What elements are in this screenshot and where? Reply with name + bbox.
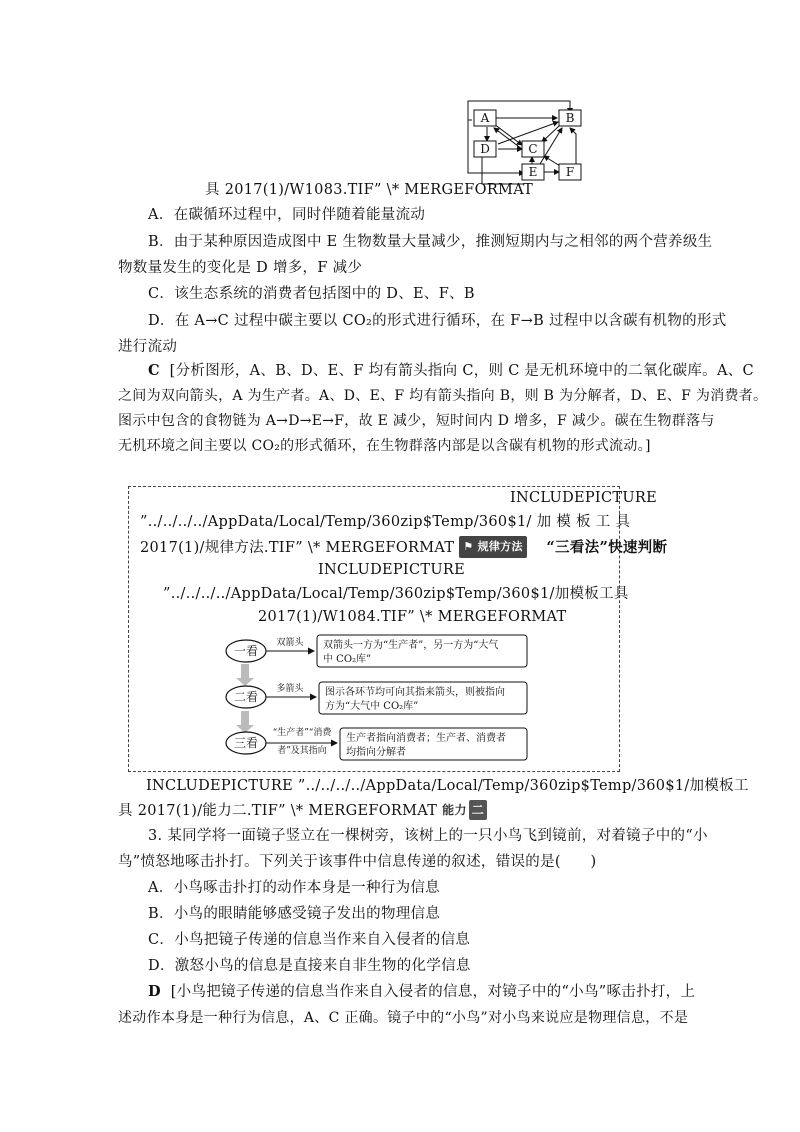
carbon-cycle-diagram (462, 98, 592, 190)
diagram-caption: 具 2017(1)/W1083.TIF” \* MERGEFORMAT (205, 182, 534, 198)
node-c: C (528, 142, 538, 156)
ability-badge (442, 800, 487, 820)
q2-option-a: A．在碳循环过程中，同时伴随着能量流动 (148, 207, 426, 223)
step3-condition-2: 者”及其指向 (277, 746, 327, 756)
three-look-flowchart (222, 630, 532, 770)
step2-condition: 多箭头 (276, 684, 304, 694)
q3-answer-line-2: 述动作本身是一种行为信息，A、C 正确。镜子中的“小鸟”对小鸟来说应是物理信息，不是 (118, 1010, 689, 1026)
step3-label: 三看 (233, 736, 259, 750)
q3-stem-1: 3. 某同学将一面镜子竖立在一棵树旁，该树上的一只小鸟飞到镜前，对着镜子中的“小 (148, 828, 708, 844)
step2-label: 二看 (233, 690, 259, 704)
q3-option-b: B．小鸟的眼睛能够感受镜子发出的物理信息 (148, 906, 441, 922)
step1-desc-2: 中 CO₂库” (323, 654, 372, 665)
step3-desc-2: 均指向分解者 (346, 747, 406, 758)
after-box-line-2-text: 具 2017(1)/能力二.TIF” \* MERGEFORMAT (118, 803, 438, 819)
q3-option-c: C．小鸟把镜子传递的信息当作来自入侵者的信息 (148, 932, 471, 948)
q2-option-d-cont: 进行流动 (118, 339, 178, 355)
method-heading: “三看法”快速判断 (546, 539, 668, 556)
step2-desc-2: 方为“大气中 CO₂库” (325, 701, 419, 712)
method-box-line-5: ”../../../../AppData/Local/Temp/360zip$Temp/360$1/加模板工具 (163, 586, 629, 602)
q3-answer-letter: D (148, 983, 161, 1000)
q2-answer-line-3: 图示中包含的食物链为 A→D→E→F，故 E 减少，短时间内 D 增多，F 减少。碳在生物群落与 (118, 413, 715, 429)
method-box-line-3-text: 2017(1)/规律方法.TIF” \* MERGEFORMAT (140, 540, 455, 556)
node-b: B (565, 111, 575, 125)
ability-label: 能力 (442, 803, 467, 817)
q2-answer-text-1: [分析图形，A、B、D、E、F 均有箭头指向 C，则 C 是无机环境中的二氧化碳库。A、C (169, 363, 754, 379)
step1-label: 一看 (233, 644, 259, 658)
q2-option-c: C．该生态系统的消费者包括图中的 D、E、F、B (148, 286, 475, 302)
q2-answer-line-2: 之间为双向箭头，A 为生产者。A、D、E、F 均有箭头指向 B，则 B 为分解者，D、E、F 为消费者。 (118, 388, 768, 404)
method-box-line-6: 2017(1)/W1084.TIF” \* MERGEFORMAT (258, 609, 567, 625)
method-box-line-1: INCLUDEPICTURE (510, 490, 657, 506)
step1-desc-1: 双箭头一方为“生产者”，另一方为“大气 (323, 640, 499, 651)
q2-answer-line-4: 无机环境之间主要以 CO₂的形式循环，在生物群落内部是以含碳有机物的形式流动。] (118, 438, 651, 454)
rule-method-tag-label: 规律方法 (477, 540, 523, 553)
q3-option-d: D．激怒小鸟的信息是直接来自非生物的化学信息 (148, 958, 471, 974)
node-f: F (565, 165, 575, 179)
node-d: D (480, 142, 490, 156)
after-box-line-2 (118, 800, 487, 821)
step3-condition-1: “生产者”“消费 (272, 728, 332, 738)
q3-stem-2: 鸟”愤怒地啄击扑打。下列关于该事件中信息传递的叙述，错误的是( ) (118, 854, 597, 870)
ability-num: 二 (469, 800, 487, 820)
step3-desc-1: 生产者指向消费者；生产者、消费者 (346, 733, 506, 744)
rule-method-tag: ⚑ 规律方法 (459, 536, 527, 558)
q2-answer-letter: C (148, 362, 160, 379)
method-box-line-3 (140, 536, 667, 558)
after-box-line-1: INCLUDEPICTURE ”../../../../AppData/Local/Temp/360zip$Temp/360$1/加模板工 (146, 778, 749, 794)
q2-option-d: D．在 A→C 过程中碳主要以 CO₂的形式进行循环，在 F→B 过程中以含碳有机物的形式 (148, 313, 727, 329)
method-box-line-2: ”../../../../AppData/Local/Temp/360zip$Temp/360$1/ 加 模 板 工 具 (140, 514, 631, 530)
method-box-line-4: INCLUDEPICTURE (318, 562, 465, 578)
q2-answer-line-1 (148, 361, 754, 381)
q3-answer-line-1 (148, 982, 695, 1002)
step1-condition: 双箭头 (276, 638, 304, 648)
q2-option-b: B．由于某种原因造成图中 E 生物数量大量减少，推测短期内与之相邻的两个营养级生 (148, 234, 713, 250)
q2-option-b-cont: 物数量发生的变化是 D 增多，F 减少 (118, 260, 363, 276)
node-e: E (528, 165, 538, 179)
node-a: A (480, 111, 490, 125)
q3-answer-text-1: [小鸟把镜子传递的信息当作来自入侵者的信息，对镜子中的“小鸟”啄击扑打，上 (170, 984, 696, 1000)
step2-desc-1: 图示各环节均可向其指来箭头，则被指向 (325, 687, 505, 698)
q3-option-a: A．小鸟啄击扑打的动作本身是一种行为信息 (148, 880, 440, 896)
